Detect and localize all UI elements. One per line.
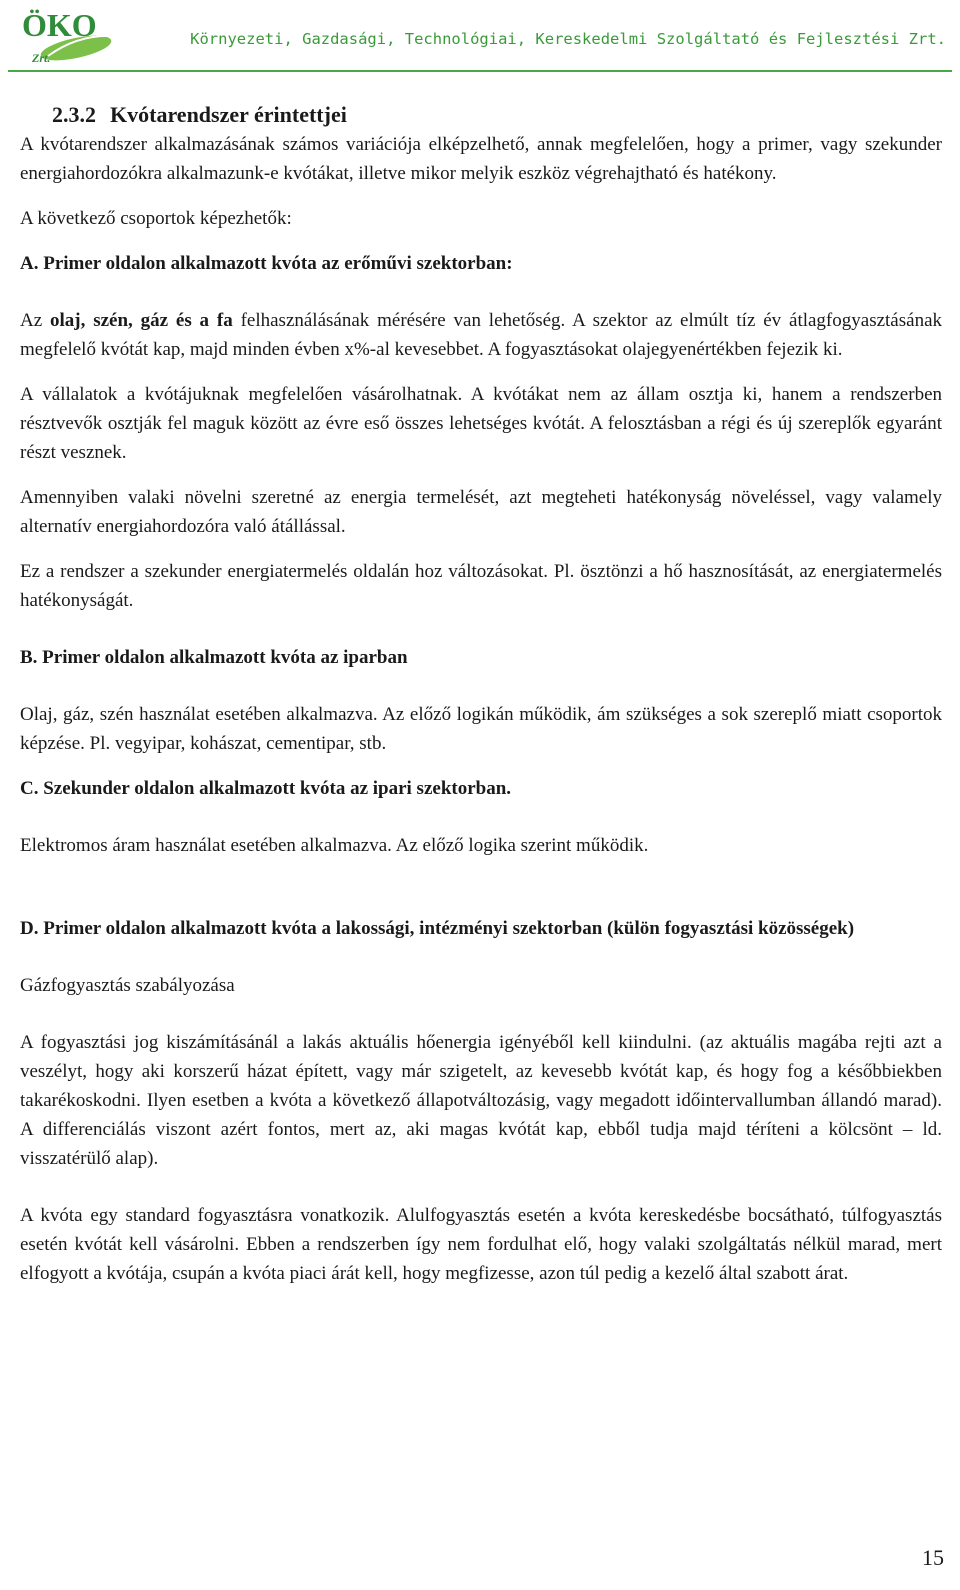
group-a-paragraph-3: Amennyiben valaki növelni szeretné az energia termelését, azt megteheti hatékonyság növeléssel, vagy valamely alternatív energiahordozóra való átállással. (20, 487, 942, 537)
document-body (20, 100, 942, 1288)
group-b-heading: B. Primer oldalon alkalmazott kvóta az iparban (20, 647, 408, 668)
group-a-paragraph-1: Az olaj, szén, gáz és a fa felhasználásának mérésére van lehetőség. A szektor az elmúlt tíz év átlagfogyasztásának megfelelő kvótát kap, majd minden évben x%-al kevesebbet. A fogyasztásokat olajegyenértékben fejezik ki. (20, 310, 942, 360)
oko-logo (18, 6, 118, 66)
section-intro: A kvótarendszer alkalmazásának számos variációja elképzelhető, annak megfelelően, hogy a primer, vagy szekunder energiahordozókra alkalmazunk-e kvótákat, illetve mikor melyik eszköz végrehajtható és hatékony. (20, 134, 942, 184)
company-name: Környezeti, Gazdasági, Technológiai, Kereskedelmi Szolgáltató és Fejlesztési Zrt. (190, 30, 946, 48)
groups-intro: A következő csoportok képezhetők: (20, 208, 292, 229)
page-header (0, 0, 960, 72)
group-d-heading: D. Primer oldalon alkalmazott kvóta a lakossági, intézményi szektorban (külön fogyasztási közösségek) (20, 918, 855, 939)
svg-text:ÖKO: ÖKO (22, 7, 97, 43)
section-number: 2.3.2 (52, 102, 96, 127)
group-b-paragraph-1: Olaj, gáz, szén használat esetében alkalmazva. Az előző logikán működik, ám szükséges a sok szereplő miatt csoportok képzése. Pl. vegyipar, kohászat, cementipar, stb. (20, 704, 942, 754)
header-divider (8, 70, 952, 72)
svg-text:Zrt.: Zrt. (32, 51, 51, 65)
group-d-paragraph-1: A fogyasztási jog kiszámításánál a lakás aktuális hőenergia igényéből kell kiindulni. (az aktuális magába rejti azt a veszélyt, hogy aki korszerű házat épített, vagy már szigetelt, az kevesebb kvótát kap, és hogy fog a későbbiekben takarékoskodni. Ilyen esetben a kvóta a következő állapotváltozásig, vagy megadott időintervallumban állandó marad). A differenciálás viszont azért fontos, mert az, aki magas kvótát kap, ebből tudja majd téríteni a kölcsönt – ld. visszatérülő alap). (20, 1032, 942, 1169)
section-heading (20, 100, 942, 130)
page-number: 15 (922, 1545, 944, 1570)
group-a-paragraph-4: Ez a rendszer a szekunder energiatermelés oldalán hoz változásokat. Pl. ösztönzi a hő hasznosítását, az energiatermelés hatékonyságát. (20, 561, 942, 611)
group-c-paragraph-1: Elektromos áram használat esetében alkalmazva. Az előző logika szerint működik. (20, 835, 649, 856)
group-a-paragraph-2: A vállalatok a kvótájuknak megfelelően vásárolhatnak. A kvótákat nem az állam osztja ki, hanem a rendszerben résztvevők osztják fel maguk között az évre eső összes lehetséges kvótát. A felosztásban a régi és új szereplők egyaránt részt vesznek. (20, 384, 942, 463)
group-a-heading: A. Primer oldalon alkalmazott kvóta az erőművi szektorban: (20, 253, 513, 274)
fuel-list: olaj, szén, gáz és a fa (50, 310, 233, 331)
group-d-subtitle: Gázfogyasztás szabályozása (20, 975, 235, 996)
group-d-paragraph-2: A kvóta egy standard fogyasztásra vonatkozik. Alulfogyasztás esetén a kvóta kereskedésbe bocsátható, túlfogyasztás esetén kvótát kell vásárolni. Ebben a rendszerben így nem fordulhat elő, hogy valaki szolgáltatás nélkül marad, mert elfogyott a kvótája, csupán a kvóta piaci árát kell, hogy megfizesse, azon túl pedig a kezelő által szabott árat. (20, 1205, 942, 1284)
section-title: Kvótarendszer érintettjei (110, 102, 347, 127)
group-c-heading: C. Szekunder oldalon alkalmazott kvóta az ipari szektorban. (20, 778, 512, 799)
